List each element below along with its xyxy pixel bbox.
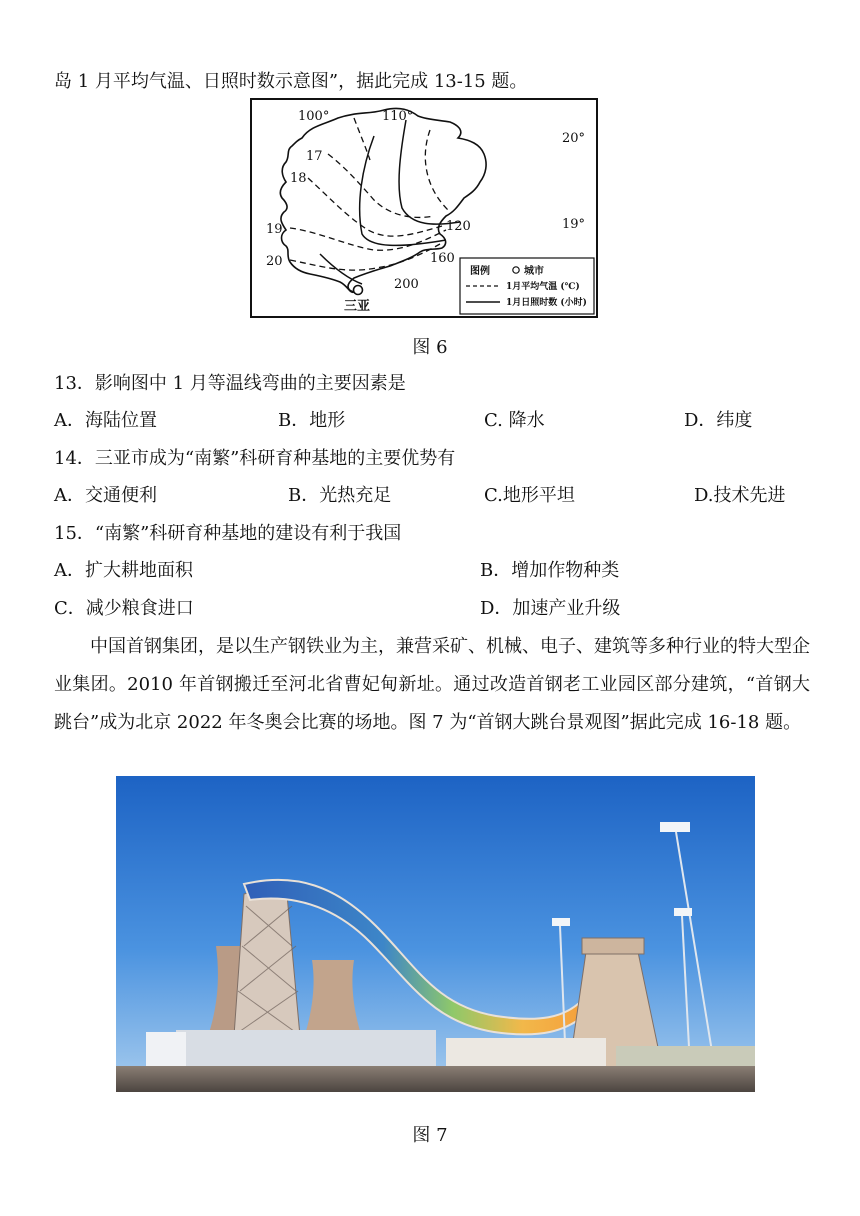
city-marker-sanya (354, 286, 363, 295)
q15-option-b: B．增加作物种类 (480, 560, 620, 581)
q14-option-a: A．交通便利 (54, 485, 157, 506)
q13-option-c: C. 降水 (484, 410, 545, 431)
legend-sunshine: 1月日照时数 (小时) (506, 298, 587, 308)
q15-option-d: D．加速产业升级 (480, 598, 621, 619)
sunshine-label-160: 160 (430, 251, 455, 266)
lon-label-100: 100° (298, 109, 330, 124)
city-label-sanya: 三亚 (344, 299, 371, 314)
legend-title: 图例 (470, 266, 490, 277)
passage-paragraph: 中国首钢集团，是以生产钢铁业为主，兼营采矿、机械、电子、建筑等多种行业的特大型企业集团。2010 年首钢搬迁至河北省曹妃甸新址。通过改造首钢老工业园区部分建筑，“首钢大跳台”成为北京 2022 年冬奥会比赛的场地。图 7 为“首钢大跳台景观图”据此完成 16-18 题。 (54, 636, 810, 733)
q13-stem: 13．影响图中 1 月等温线弯曲的主要因素是 (54, 373, 406, 394)
q13-option-d: D．纬度 (684, 410, 753, 431)
q14-option-d: D.技术先进 (694, 485, 786, 506)
intro-line: 岛 1 月平均气温、日照时数示意图”，据此完成 13-15 题。 (54, 71, 528, 92)
isotherm-label-19: 19 (266, 222, 283, 237)
q13-option-b: B．地形 (278, 410, 346, 431)
figure-6-caption: 图 6 (412, 337, 448, 358)
lon-label-110: 110° (382, 109, 414, 124)
q14-option-c: C.地形平坦 (484, 485, 575, 506)
buildings-middle (446, 1038, 606, 1068)
q15-stem: 15．“南繁”科研育种基地的建设有利于我国 (54, 523, 402, 544)
sunshine-label-120: 120 (446, 219, 471, 234)
isotherm-label-20: 20 (266, 254, 283, 269)
map-legend (460, 258, 594, 314)
sunshine-label-200: 200 (394, 277, 419, 292)
q15-option-a: A．扩大耕地面积 (54, 560, 193, 581)
q13-option-a: A．海陆位置 (54, 410, 157, 431)
legend-city: 城市 (524, 266, 544, 277)
hainan-map-figure (250, 98, 598, 318)
legend-isotherm: 1月平均气温 (℃) (506, 282, 580, 292)
q14-option-b: B．光热充足 (288, 485, 392, 506)
isotherm-label-18: 18 (290, 171, 307, 186)
q15-option-c: C．减少粮食进口 (54, 598, 194, 619)
shougang-big-air-photo (116, 776, 755, 1092)
buildings-left (176, 1030, 436, 1066)
q14-stem: 14．三亚市成为“南繁”科研育种基地的主要优势有 (54, 448, 456, 469)
figure-7-caption: 图 7 (412, 1125, 448, 1146)
isotherm-label-17: 17 (306, 149, 323, 164)
buildings-right (616, 1046, 755, 1068)
lat-label-19: 19° (562, 217, 586, 232)
ground (116, 1066, 755, 1092)
platform-deck (582, 938, 644, 954)
lat-label-20: 20° (562, 131, 586, 146)
legend-city-icon (513, 267, 519, 273)
